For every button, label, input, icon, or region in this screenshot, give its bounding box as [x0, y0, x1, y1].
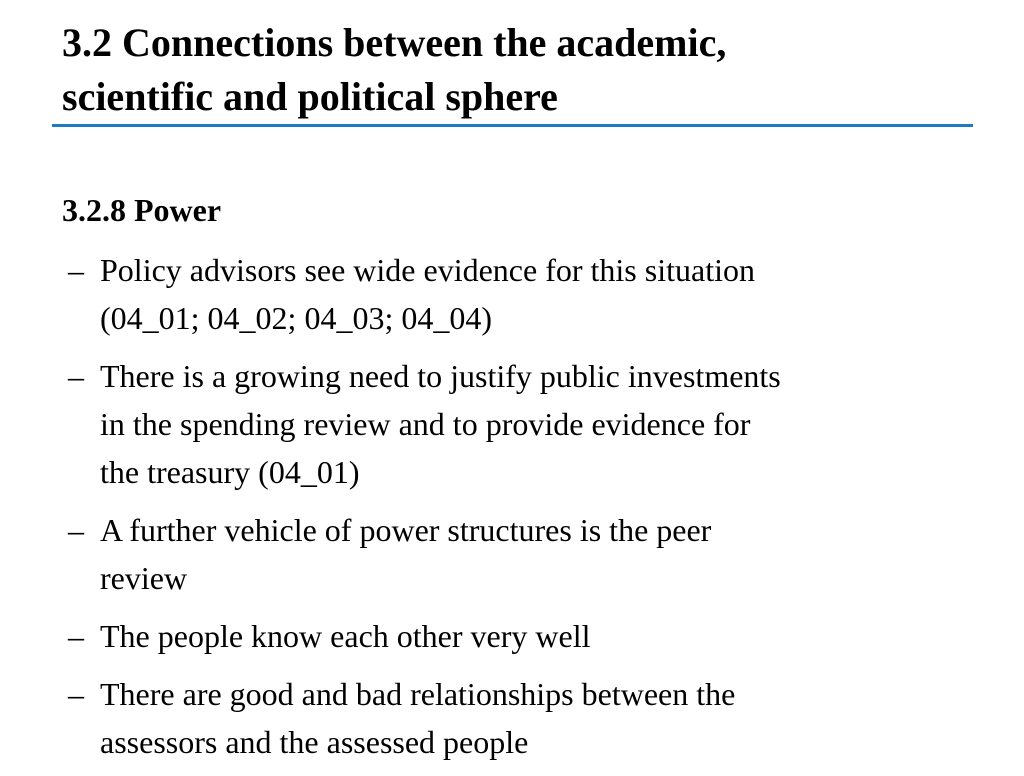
bullet-item	[62, 670, 962, 766]
dash-marker: –	[68, 358, 84, 394]
bullet-line: assessors and the assessed people	[100, 724, 529, 760]
bullet-item	[62, 506, 962, 602]
bullet-item	[62, 612, 962, 660]
dash-marker: –	[68, 618, 84, 654]
bullet-item	[62, 246, 962, 342]
bullet-line: There is a growing need to justify public investments	[100, 358, 781, 394]
title-divider	[52, 124, 973, 127]
bullet-line: in the spending review and to provide evidence for	[100, 406, 751, 442]
bullet-line: (04_01; 04_02; 04_03; 04_04)	[100, 300, 492, 336]
bullet-list	[62, 246, 962, 776]
slide-title-line: 3.2 Connections between the academic,	[62, 20, 727, 65]
slide-title	[62, 16, 962, 124]
slide-title-line: scientific and political sphere	[62, 74, 558, 119]
section-heading: 3.2.8 Power	[62, 192, 222, 228]
bullet-line: Policy advisors see wide evidence for this situation	[100, 252, 755, 288]
bullet-line: The people know each other very well	[100, 618, 591, 654]
bullet-line: the treasury (04_01)	[100, 454, 360, 490]
bullet-line: review	[100, 560, 188, 596]
dash-marker: –	[68, 512, 84, 548]
bullet-line: A further vehicle of power structures is the peer	[100, 512, 712, 548]
dash-marker: –	[68, 676, 84, 712]
dash-marker: –	[68, 252, 84, 288]
bullet-item	[62, 352, 962, 496]
bullet-line: There are good and bad relationships between the	[100, 676, 736, 712]
